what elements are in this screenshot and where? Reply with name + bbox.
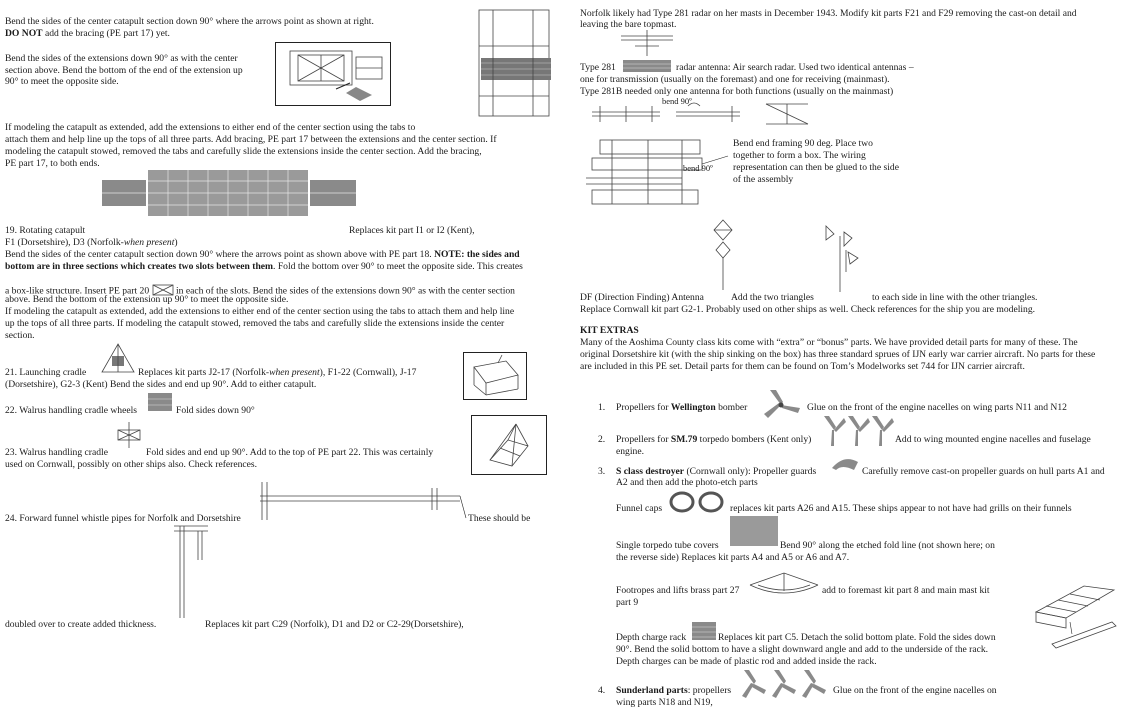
df-triangles-drawing <box>818 222 866 296</box>
handling-cradle-icon <box>114 420 144 450</box>
catapult-fret-drawing <box>98 168 360 220</box>
footropes-icon <box>748 567 820 601</box>
handling-cradle-3d-diagram <box>471 415 547 475</box>
section-19-title: 19. Rotating catapult <box>5 225 86 236</box>
catapult-extension-drawing <box>475 8 553 120</box>
radar-frame-drawing <box>590 98 810 128</box>
type-281-antenna-icon <box>622 54 672 76</box>
catapult-section-drawing <box>276 43 390 105</box>
launching-cradle-icon <box>100 342 136 374</box>
cradle-wheels-icon <box>147 392 173 412</box>
extras-item-1: Propellers for Wellington bomber <box>616 402 748 413</box>
launching-cradle-3d-diagram <box>463 352 527 400</box>
extras-item-4: Sunderland parts: propellers <box>616 685 732 696</box>
whistle-pipes-drawing <box>170 480 470 620</box>
propeller-guard-icon <box>830 456 860 472</box>
extras-item-2: Propellers for SM.79 torpedo bombers (Kent only) <box>616 434 812 445</box>
extras-item-3: S class destroyer (Cornwall only): Propeller guards <box>616 466 817 477</box>
sm79-propellers-icon <box>822 414 894 448</box>
sunderland-propellers-icon <box>740 668 830 702</box>
funnel-caps-icon <box>667 489 727 515</box>
catapult-bend-diagram <box>275 42 391 106</box>
df-antenna-drawing <box>708 218 738 292</box>
torpedo-tube-cover-icon <box>730 516 778 546</box>
kit-extras-heading: KIT EXTRAS <box>580 325 639 336</box>
para-center-section: Bend the sides of the center catapult section down 90° where the arrows point as shown at right. <box>5 16 374 27</box>
para-extensions: Bend the sides of the extensions down 90° as with the center <box>5 53 238 64</box>
bend-90-label: bend 90º <box>662 96 692 106</box>
depth-charge-rack-3d-drawing <box>1032 582 1118 648</box>
depth-charge-rack-icon <box>692 622 716 640</box>
propeller-icon <box>760 388 802 422</box>
